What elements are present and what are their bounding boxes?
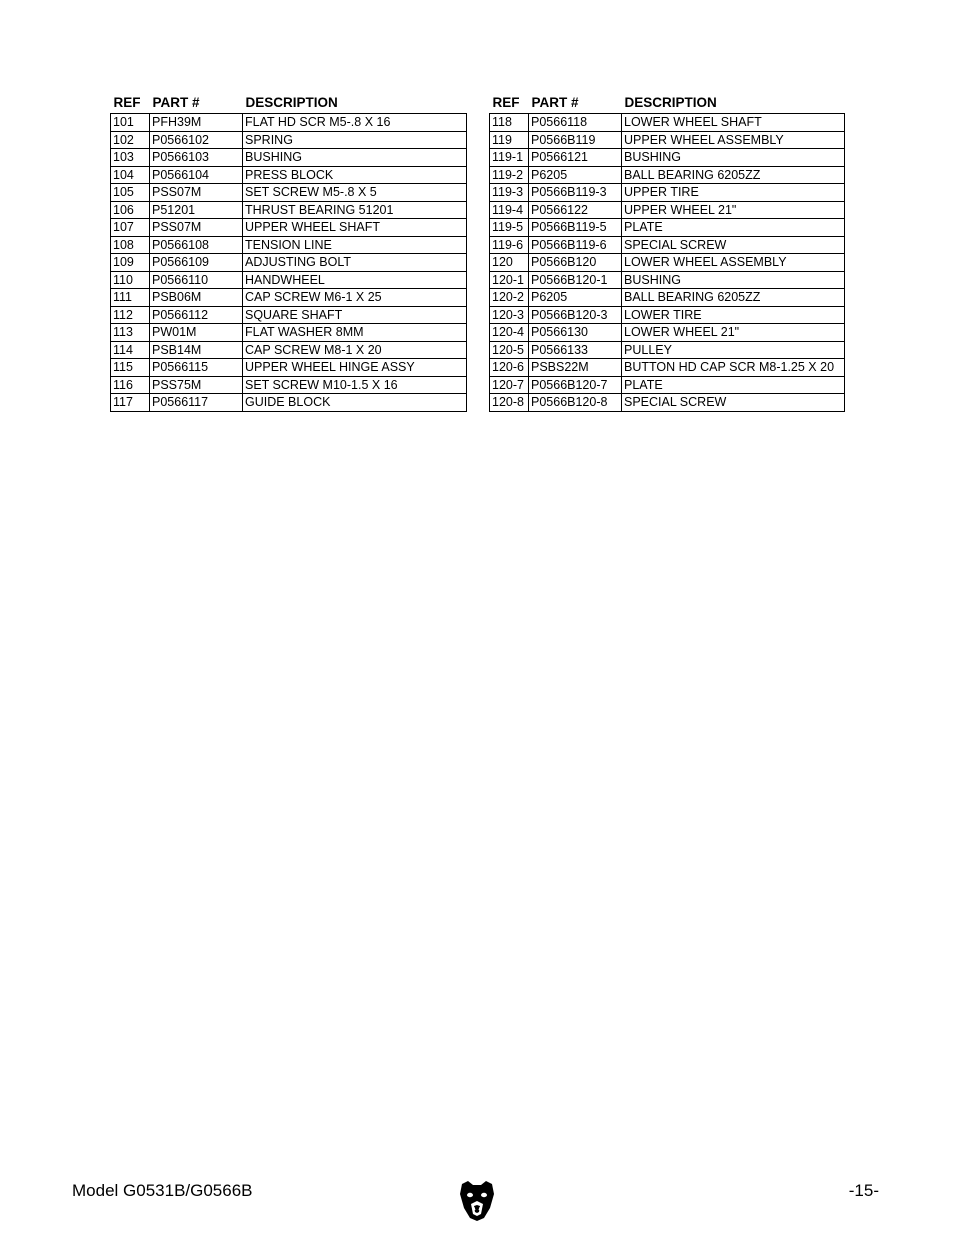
cell-part-number: P0566B119-3 bbox=[529, 184, 622, 202]
cell-part-number: P0566122 bbox=[529, 201, 622, 219]
cell-ref: 120-6 bbox=[490, 359, 529, 377]
parts-table-left-body bbox=[111, 114, 467, 412]
cell-part-number: PW01M bbox=[150, 324, 243, 342]
cell-ref: 111 bbox=[111, 289, 150, 307]
cell-description: UPPER WHEEL ASSEMBLY bbox=[622, 131, 845, 149]
table-header-row bbox=[490, 93, 845, 114]
cell-description: UPPER TIRE bbox=[622, 184, 845, 202]
parts-table-left bbox=[110, 93, 467, 412]
table-row bbox=[490, 394, 845, 412]
cell-ref: 113 bbox=[111, 324, 150, 342]
cell-ref: 101 bbox=[111, 114, 150, 132]
cell-part-number: P0566B119-6 bbox=[529, 236, 622, 254]
cell-description: HANDWHEEL bbox=[243, 271, 467, 289]
cell-description: LOWER TIRE bbox=[622, 306, 845, 324]
table-row bbox=[490, 254, 845, 272]
cell-part-number: P0566B119 bbox=[529, 131, 622, 149]
cell-ref: 120-3 bbox=[490, 306, 529, 324]
cell-description: BALL BEARING 6205ZZ bbox=[622, 166, 845, 184]
cell-part-number: P0566B120-7 bbox=[529, 376, 622, 394]
table-row bbox=[490, 114, 845, 132]
cell-description: SPECIAL SCREW bbox=[622, 394, 845, 412]
cell-part-number: PSS07M bbox=[150, 184, 243, 202]
cell-ref: 119-3 bbox=[490, 184, 529, 202]
table-row bbox=[111, 341, 467, 359]
cell-part-number: P0566108 bbox=[150, 236, 243, 254]
cell-ref: 119-1 bbox=[490, 149, 529, 167]
cell-part-number: PSS75M bbox=[150, 376, 243, 394]
table-row bbox=[111, 394, 467, 412]
cell-description: UPPER WHEEL HINGE ASSY bbox=[243, 359, 467, 377]
cell-ref: 120 bbox=[490, 254, 529, 272]
table-row bbox=[490, 271, 845, 289]
cell-part-number: P0566133 bbox=[529, 341, 622, 359]
cell-ref: 115 bbox=[111, 359, 150, 377]
cell-ref: 106 bbox=[111, 201, 150, 219]
header-part: PART # bbox=[152, 94, 200, 110]
cell-ref: 104 bbox=[111, 166, 150, 184]
table-row bbox=[490, 166, 845, 184]
cell-ref: 112 bbox=[111, 306, 150, 324]
cell-description: BUTTON HD CAP SCR M8-1.25 X 20 bbox=[622, 359, 845, 377]
table-row bbox=[111, 166, 467, 184]
table-row bbox=[111, 184, 467, 202]
cell-ref: 118 bbox=[490, 114, 529, 132]
cell-description: UPPER WHEEL 21" bbox=[622, 201, 845, 219]
cell-ref: 117 bbox=[111, 394, 150, 412]
table-row bbox=[490, 236, 845, 254]
cell-description: SPRING bbox=[243, 131, 467, 149]
header-part: PART # bbox=[531, 94, 579, 110]
table-row bbox=[490, 201, 845, 219]
table-row bbox=[490, 184, 845, 202]
cell-ref: 120-4 bbox=[490, 324, 529, 342]
cell-ref: 119 bbox=[490, 131, 529, 149]
cell-description: PRESS BLOCK bbox=[243, 166, 467, 184]
cell-description: PLATE bbox=[622, 376, 845, 394]
header-ref: REF bbox=[113, 94, 141, 110]
cell-description: CAP SCREW M8-1 X 20 bbox=[243, 341, 467, 359]
table-row bbox=[111, 114, 467, 132]
cell-ref: 120-5 bbox=[490, 341, 529, 359]
table-row bbox=[111, 289, 467, 307]
table-row bbox=[490, 359, 845, 377]
table-row bbox=[111, 324, 467, 342]
cell-description: ADJUSTING BOLT bbox=[243, 254, 467, 272]
cell-part-number: PSS07M bbox=[150, 219, 243, 237]
cell-description: BUSHING bbox=[622, 149, 845, 167]
cell-part-number: P0566B120 bbox=[529, 254, 622, 272]
cell-part-number: P0566104 bbox=[150, 166, 243, 184]
cell-description: GUIDE BLOCK bbox=[243, 394, 467, 412]
cell-part-number: P0566B120-8 bbox=[529, 394, 622, 412]
footer-page-number: -15- bbox=[848, 1181, 879, 1200]
cell-part-number: P0566115 bbox=[150, 359, 243, 377]
bear-head-icon bbox=[457, 1178, 497, 1222]
cell-part-number: PSB14M bbox=[150, 341, 243, 359]
cell-description: UPPER WHEEL SHAFT bbox=[243, 219, 467, 237]
table-row bbox=[490, 376, 845, 394]
table-row bbox=[490, 289, 845, 307]
cell-description: LOWER WHEEL 21" bbox=[622, 324, 845, 342]
cell-description: CAP SCREW M6-1 X 25 bbox=[243, 289, 467, 307]
cell-description: FLAT WASHER 8MM bbox=[243, 324, 467, 342]
cell-ref: 120-8 bbox=[490, 394, 529, 412]
cell-part-number: P0566B120-3 bbox=[529, 306, 622, 324]
table-row bbox=[111, 359, 467, 377]
footer-model: Model G0531B/G0566B bbox=[72, 1181, 253, 1200]
table-row bbox=[490, 149, 845, 167]
cell-ref: 107 bbox=[111, 219, 150, 237]
cell-description: SQUARE SHAFT bbox=[243, 306, 467, 324]
cell-ref: 120-2 bbox=[490, 289, 529, 307]
cell-part-number: P0566118 bbox=[529, 114, 622, 132]
cell-part-number: P0566103 bbox=[150, 149, 243, 167]
cell-ref: 108 bbox=[111, 236, 150, 254]
table-row bbox=[490, 306, 845, 324]
cell-ref: 103 bbox=[111, 149, 150, 167]
header-description: DESCRIPTION bbox=[245, 94, 338, 110]
header-ref: REF bbox=[492, 94, 520, 110]
cell-description: BALL BEARING 6205ZZ bbox=[622, 289, 845, 307]
cell-description: BUSHING bbox=[622, 271, 845, 289]
table-row bbox=[111, 376, 467, 394]
table-row bbox=[111, 149, 467, 167]
cell-description: FLAT HD SCR M5-.8 X 16 bbox=[243, 114, 467, 132]
table-row bbox=[490, 341, 845, 359]
table-header-row bbox=[111, 93, 467, 114]
table-row bbox=[111, 236, 467, 254]
cell-description: SET SCREW M5-.8 X 5 bbox=[243, 184, 467, 202]
cell-part-number: PSB06M bbox=[150, 289, 243, 307]
cell-description: PLATE bbox=[622, 219, 845, 237]
parts-table-right-body bbox=[490, 114, 845, 412]
cell-part-number: PFH39M bbox=[150, 114, 243, 132]
cell-ref: 110 bbox=[111, 271, 150, 289]
table-row bbox=[490, 219, 845, 237]
table-row bbox=[490, 131, 845, 149]
cell-ref: 109 bbox=[111, 254, 150, 272]
cell-ref: 120-1 bbox=[490, 271, 529, 289]
cell-part-number: P0566112 bbox=[150, 306, 243, 324]
cell-ref: 119-4 bbox=[490, 201, 529, 219]
cell-part-number: P6205 bbox=[529, 289, 622, 307]
cell-description: SET SCREW M10-1.5 X 16 bbox=[243, 376, 467, 394]
cell-description: LOWER WHEEL ASSEMBLY bbox=[622, 254, 845, 272]
cell-description: LOWER WHEEL SHAFT bbox=[622, 114, 845, 132]
cell-ref: 105 bbox=[111, 184, 150, 202]
cell-part-number: P0566102 bbox=[150, 131, 243, 149]
table-row bbox=[111, 201, 467, 219]
cell-part-number: P0566109 bbox=[150, 254, 243, 272]
cell-part-number: P0566117 bbox=[150, 394, 243, 412]
cell-ref: 119-2 bbox=[490, 166, 529, 184]
cell-part-number: P51201 bbox=[150, 201, 243, 219]
cell-part-number: P0566130 bbox=[529, 324, 622, 342]
cell-part-number: P0566B119-5 bbox=[529, 219, 622, 237]
header-description: DESCRIPTION bbox=[624, 94, 717, 110]
cell-ref: 114 bbox=[111, 341, 150, 359]
cell-ref: 119-6 bbox=[490, 236, 529, 254]
cell-part-number: P0566110 bbox=[150, 271, 243, 289]
table-row bbox=[111, 254, 467, 272]
cell-ref: 119-5 bbox=[490, 219, 529, 237]
cell-ref: 116 bbox=[111, 376, 150, 394]
cell-part-number: PSBS22M bbox=[529, 359, 622, 377]
cell-ref: 102 bbox=[111, 131, 150, 149]
table-row bbox=[111, 219, 467, 237]
cell-description: SPECIAL SCREW bbox=[622, 236, 845, 254]
cell-part-number: P0566121 bbox=[529, 149, 622, 167]
table-row bbox=[111, 271, 467, 289]
table-row bbox=[111, 306, 467, 324]
table-row bbox=[490, 324, 845, 342]
cell-description: BUSHING bbox=[243, 149, 467, 167]
cell-description: THRUST BEARING 51201 bbox=[243, 201, 467, 219]
cell-description: PULLEY bbox=[622, 341, 845, 359]
cell-part-number: P6205 bbox=[529, 166, 622, 184]
cell-ref: 120-7 bbox=[490, 376, 529, 394]
cell-description: TENSION LINE bbox=[243, 236, 467, 254]
parts-table-right bbox=[489, 93, 845, 412]
cell-part-number: P0566B120-1 bbox=[529, 271, 622, 289]
table-row bbox=[111, 131, 467, 149]
